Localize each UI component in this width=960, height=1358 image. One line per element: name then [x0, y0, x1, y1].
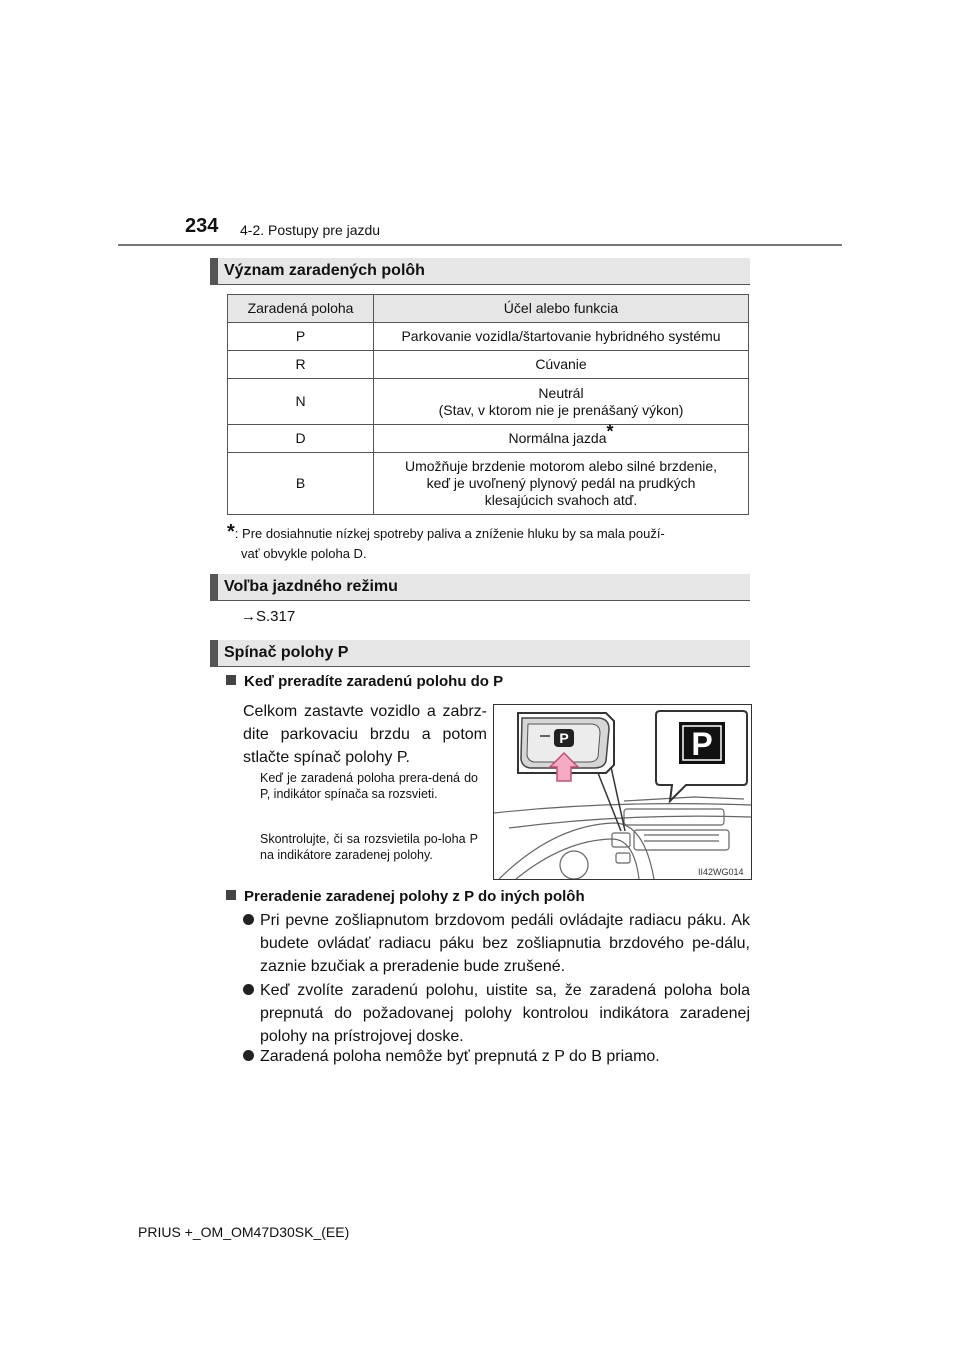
table-cell: R	[228, 351, 374, 379]
p-indicator-letter: P	[691, 726, 713, 762]
table-cell	[374, 453, 749, 515]
subheading	[226, 673, 503, 690]
table-cell: B	[228, 453, 374, 515]
cell-line: klesajúcich svahoch atď.	[484, 492, 638, 508]
p-switch-illustration	[493, 704, 752, 880]
bullet-icon	[243, 1050, 254, 1061]
shift-position-table	[227, 294, 749, 515]
cell-line: (Stav, v ktorom nie je prenášaný výkon)	[438, 401, 684, 418]
table-cell: Parkovanie vozidla/štartovanie hybridného systému	[374, 323, 749, 351]
header-rule	[118, 244, 842, 246]
table-cell: N	[228, 379, 374, 425]
section-bar	[210, 258, 218, 285]
page-number: 234	[185, 215, 219, 237]
footnote-mark: *	[227, 521, 235, 543]
document-code: PRIUS +_OM_OM47D30SK_(EE)	[138, 1224, 350, 1240]
footnote-text: : Pre dosiahnutie nízkej spotreby paliva a zníženie hluku by sa mala použí-	[234, 526, 665, 541]
subheading-text: Keď preradíte zaradenú polohu do P	[244, 673, 504, 690]
cell-text: Normálna jazda	[508, 430, 607, 446]
note-text: Keď je zaradená poloha prera-dená do P, indikátor spínača sa rozsvieti.	[260, 771, 478, 801]
section-heading-shift-positions	[210, 258, 750, 285]
list-item-text: Keď zvolíte zaradenú polohu, uistite sa, že zaradená poloha bola prepnutá do požadovanej polohy kontrolou indikátora zaradenej polohy na prístrojovej doske.	[260, 982, 750, 1045]
dashboard-drawing	[494, 705, 751, 879]
square-bullet-icon	[226, 675, 236, 685]
section-bar	[210, 640, 218, 667]
table-row	[228, 453, 749, 515]
subheading	[226, 888, 585, 905]
table-cell	[374, 421, 749, 453]
subheading-text: Preradenie zaradenej polohy z P do iných polôh	[244, 888, 585, 905]
chapter-title: 4-2. Postupy pre jazdu	[240, 222, 381, 238]
section-title: Voľba jazdného režimu	[224, 578, 398, 595]
column-header: Účel alebo funkcia	[374, 295, 749, 323]
list-item-text: Zaradená poloha nemôže byť prepnutá z P do B priamo.	[260, 1048, 660, 1065]
column-header: Zaradená poloha	[228, 295, 374, 323]
section-bar	[210, 574, 218, 601]
table-row	[228, 425, 749, 453]
table-cell: D	[228, 425, 374, 453]
table-row	[228, 351, 749, 379]
section-heading-p-switch	[210, 640, 750, 667]
bullet-icon	[243, 984, 254, 995]
table-cell	[374, 379, 749, 425]
section-title: Spínač polohy P	[224, 644, 349, 661]
section-title: Význam zaradených polôh	[224, 262, 425, 279]
footnote	[227, 522, 752, 564]
figure-code: II42WG014	[698, 867, 744, 877]
section-heading-drive-mode	[210, 574, 750, 601]
table-cell: Cúvanie	[374, 351, 749, 379]
table-cell: P	[228, 323, 374, 351]
note-text: Skontrolujte, či sa rozsvietila po-loha P na indikátore zaradenej polohy.	[260, 832, 478, 862]
p-button-letter: P	[559, 730, 569, 746]
asterisk-mark: *	[606, 421, 614, 442]
bullet-icon	[243, 914, 254, 925]
instruction-text: Celkom zastavte vozidlo a zabrz-dite parkovaciu brzdu a potom stlačte spínač polohy P.	[243, 703, 487, 766]
page-reference-link[interactable]: →S.317	[241, 608, 296, 625]
cell-line: Umožňuje brzdenie motorom alebo silné brzdenie,	[404, 458, 718, 474]
table-row	[228, 323, 749, 351]
square-bullet-icon	[226, 890, 236, 900]
table-header-row	[228, 295, 749, 323]
list-item-text: Pri pevne zošliapnutom brzdovom pedáli ovládajte radiacu páku. Ak budete ovládať radiacu páku bez zošliapnutia brzdového pe-dálu, zaznie bzučiak a preradenie bude zrušené.	[260, 912, 750, 975]
table-row	[228, 379, 749, 425]
footnote-text-cont: vať obvykle poloha D.	[241, 546, 367, 561]
cell-line: Neutrál	[538, 384, 584, 401]
cell-line: keď je uvoľnený plynový pedál na prudkých	[426, 475, 696, 491]
